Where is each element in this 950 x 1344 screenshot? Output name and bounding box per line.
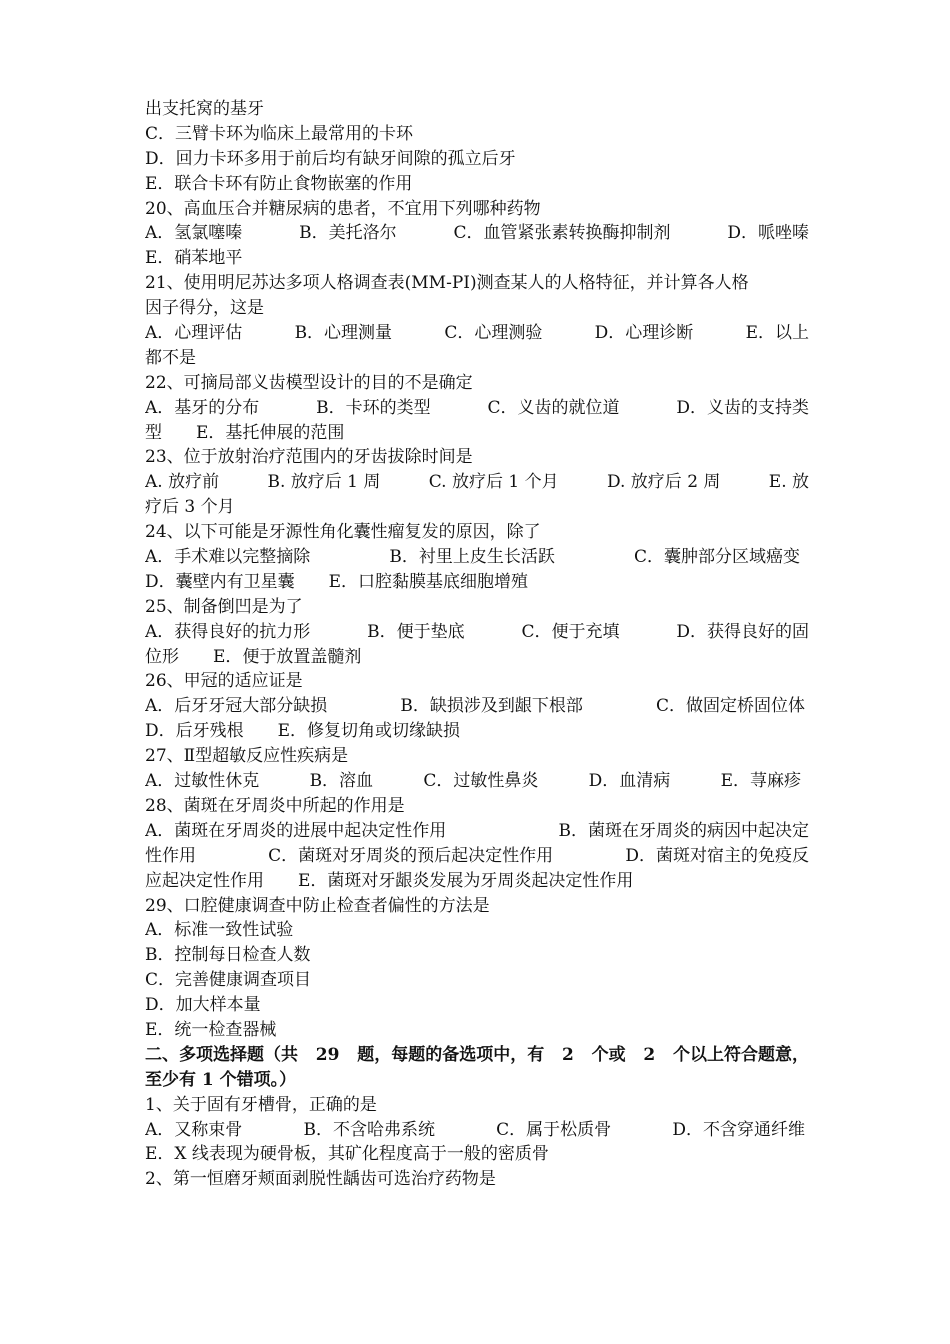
multi-question-1-stem: 1、关于固有牙槽骨，正确的是 [145, 1094, 377, 1115]
option-c: C．血管紧张素转换酶抑制剂 [453, 223, 671, 244]
text-line: D．回力卡环多用于前后均有缺牙间隙的孤立后牙 [145, 148, 516, 169]
multi-question-1-options [145, 1118, 805, 1143]
heading-part: 2 [643, 1044, 656, 1065]
option-b: B．菌斑在牙周炎的病因中起决定 [558, 820, 809, 841]
option-e-cont: 都不是 [145, 347, 196, 368]
option-a: A．又称束骨 [145, 1119, 243, 1140]
question-25-options [145, 620, 809, 645]
option-a: A．氢氯噻嗪 [145, 223, 243, 244]
option-b: B．便于垫底 [367, 621, 465, 642]
question-24-options [145, 545, 800, 570]
question-23-stem: 23、位于放射治疗范围内的牙齿拔除时间是 [145, 447, 473, 468]
option-d: D．心理诊断 [594, 323, 694, 344]
option-e-cont: 疗后 3 个月 [145, 497, 235, 518]
option-d: D．义齿的支持类 [676, 397, 809, 418]
question-27-options [145, 769, 801, 794]
text-line: 出支托窝的基牙 [145, 99, 264, 119]
question-23-options [145, 470, 809, 495]
question-21-stem: 21、使用明尼苏达多项人格调查表(MM-PI)测查某人的人格特征，并计算各人格 [145, 273, 749, 294]
option-b: B．心理测量 [294, 323, 393, 344]
question-26-options [145, 694, 805, 719]
heading-part: 题，每题的备选项中，有 [357, 1044, 545, 1065]
question-21-stem-cont: 因子得分，这是 [145, 298, 264, 319]
option-a: A．过敏性休克 [145, 771, 260, 792]
question-28-stem: 28、菌斑在牙周炎中所起的作用是 [145, 795, 405, 816]
option-b: B. 放疗后 1 周 [267, 472, 381, 493]
document-body [145, 97, 809, 1192]
question-28-options-row-1 [145, 819, 809, 844]
option-b: B．控制每日检查人数 [145, 945, 311, 966]
question-22-stem: 22、可摘局部义齿模型设计的目的不是确定 [145, 372, 473, 393]
question-26-options-cont: D．后牙残根 E．修复切角或切缘缺损 [145, 721, 461, 742]
option-c: C．做固定桥固位体 [655, 696, 805, 717]
option-b: B．不含哈弗系统 [303, 1119, 435, 1140]
question-29-stem: 29、口腔健康调查中防止检查者偏性的方法是 [145, 895, 490, 916]
option-e: E．硝苯地平 [145, 248, 243, 269]
option-d: D．血清病 [588, 771, 671, 792]
question-24-options-cont: D．囊壁内有卫星囊 E．口腔黏膜基底细胞增殖 [145, 571, 529, 592]
option-c: C. 放疗后 1 个月 [428, 472, 559, 493]
question-24-stem: 24、以下可能是牙源性角化囊性瘤复发的原因，除了 [145, 522, 541, 543]
question-28-options-row-2 [145, 844, 809, 869]
heading-part: 二、多项选择题（共 [145, 1044, 298, 1065]
option-d-cont: 型 E．基托伸展的范围 [145, 422, 345, 443]
option-a: A．菌斑在牙周炎的进展中起决定性作用 [145, 820, 447, 841]
question-26-stem: 26、甲冠的适应证是 [145, 671, 303, 692]
option-a: A. 放疗前 [145, 472, 220, 493]
option-d: D．获得良好的固 [676, 621, 809, 642]
section-2-heading [145, 1043, 809, 1068]
question-20-stem: 20、高血压合并糖尿病的患者，不宜用下列哪种药物 [145, 198, 541, 219]
option-c: C．完善健康调查项目 [145, 970, 312, 991]
option-a: A．基牙的分布 [145, 397, 260, 418]
option-d: D．菌斑对宿主的免疫反 [625, 845, 809, 866]
question-21-options [145, 321, 809, 346]
text-line: E．联合卡环有防止食物嵌塞的作用 [145, 173, 413, 194]
option-e: E．以上 [745, 323, 809, 344]
option-c: C．心理测验 [444, 323, 543, 344]
option-b: B．卡环的类型 [316, 397, 431, 418]
option-b-cont: 性作用 [145, 845, 196, 866]
heading-part: 2 [561, 1044, 574, 1065]
option-e: E. 放 [768, 472, 809, 493]
option-d: D. 放疗后 2 周 [606, 472, 721, 493]
option-d: D．加大样本量 [145, 995, 261, 1016]
heading-part: 29 [315, 1044, 340, 1065]
multi-question-2-stem: 2、第一恒磨牙颊面剥脱性龋齿可选治疗药物是 [145, 1169, 496, 1190]
option-d: D．哌唑嗪 [727, 223, 809, 244]
option-a: A．获得良好的抗力形 [145, 621, 311, 642]
question-22-options [145, 396, 809, 421]
option-c: C．义齿的就位道 [487, 397, 620, 418]
option-b: B．溶血 [309, 771, 374, 792]
option-c: C．便于充填 [521, 621, 620, 642]
option-c: C．属于松质骨 [496, 1119, 612, 1140]
option-b: B．美托洛尔 [299, 223, 397, 244]
option-d-cont: 位形 E．便于放置盖髓剂 [145, 646, 362, 667]
question-25-stem: 25、制备倒凹是为了 [145, 596, 303, 617]
option-b: B．缺损涉及到龈下根部 [400, 696, 583, 717]
option-a: A．手术难以完整摘除 [145, 547, 311, 568]
option-d: D．不含穿通纤维 [672, 1119, 805, 1140]
heading-part: 个以上符合题意， [672, 1044, 809, 1065]
heading-part: 个或 [591, 1044, 626, 1065]
text-line: C．三臂卡环为临床上最常用的卡环 [145, 123, 414, 144]
option-e: E．X 线表现为硬骨板，其矿化程度高于一般的密质骨 [145, 1144, 549, 1165]
option-c: C．菌斑对牙周炎的预后起决定性作用 [268, 845, 554, 866]
option-b: B．衬里上皮生长活跃 [389, 547, 555, 568]
option-a: A．心理评估 [145, 323, 243, 344]
option-a: A．后牙牙冠大部分缺损 [145, 696, 328, 717]
option-a: A．标准一致性试验 [145, 920, 294, 941]
option-e: E．统一检查器械 [145, 1019, 277, 1040]
option-e: E．荨麻疹 [720, 771, 801, 792]
section-2-heading-cont: 至少有 1 个错项。） [145, 1069, 297, 1090]
option-c: C．过敏性鼻炎 [423, 771, 539, 792]
question-28-options-row-3: 应起决定性作用 E．菌斑对牙龈炎发展为牙周炎起决定性作用 [145, 870, 634, 891]
question-27-stem: 27、Ⅱ型超敏反应性疾病是 [145, 746, 349, 767]
option-c: C．囊肿部分区域癌变 [633, 547, 800, 568]
question-20-options [145, 221, 809, 246]
